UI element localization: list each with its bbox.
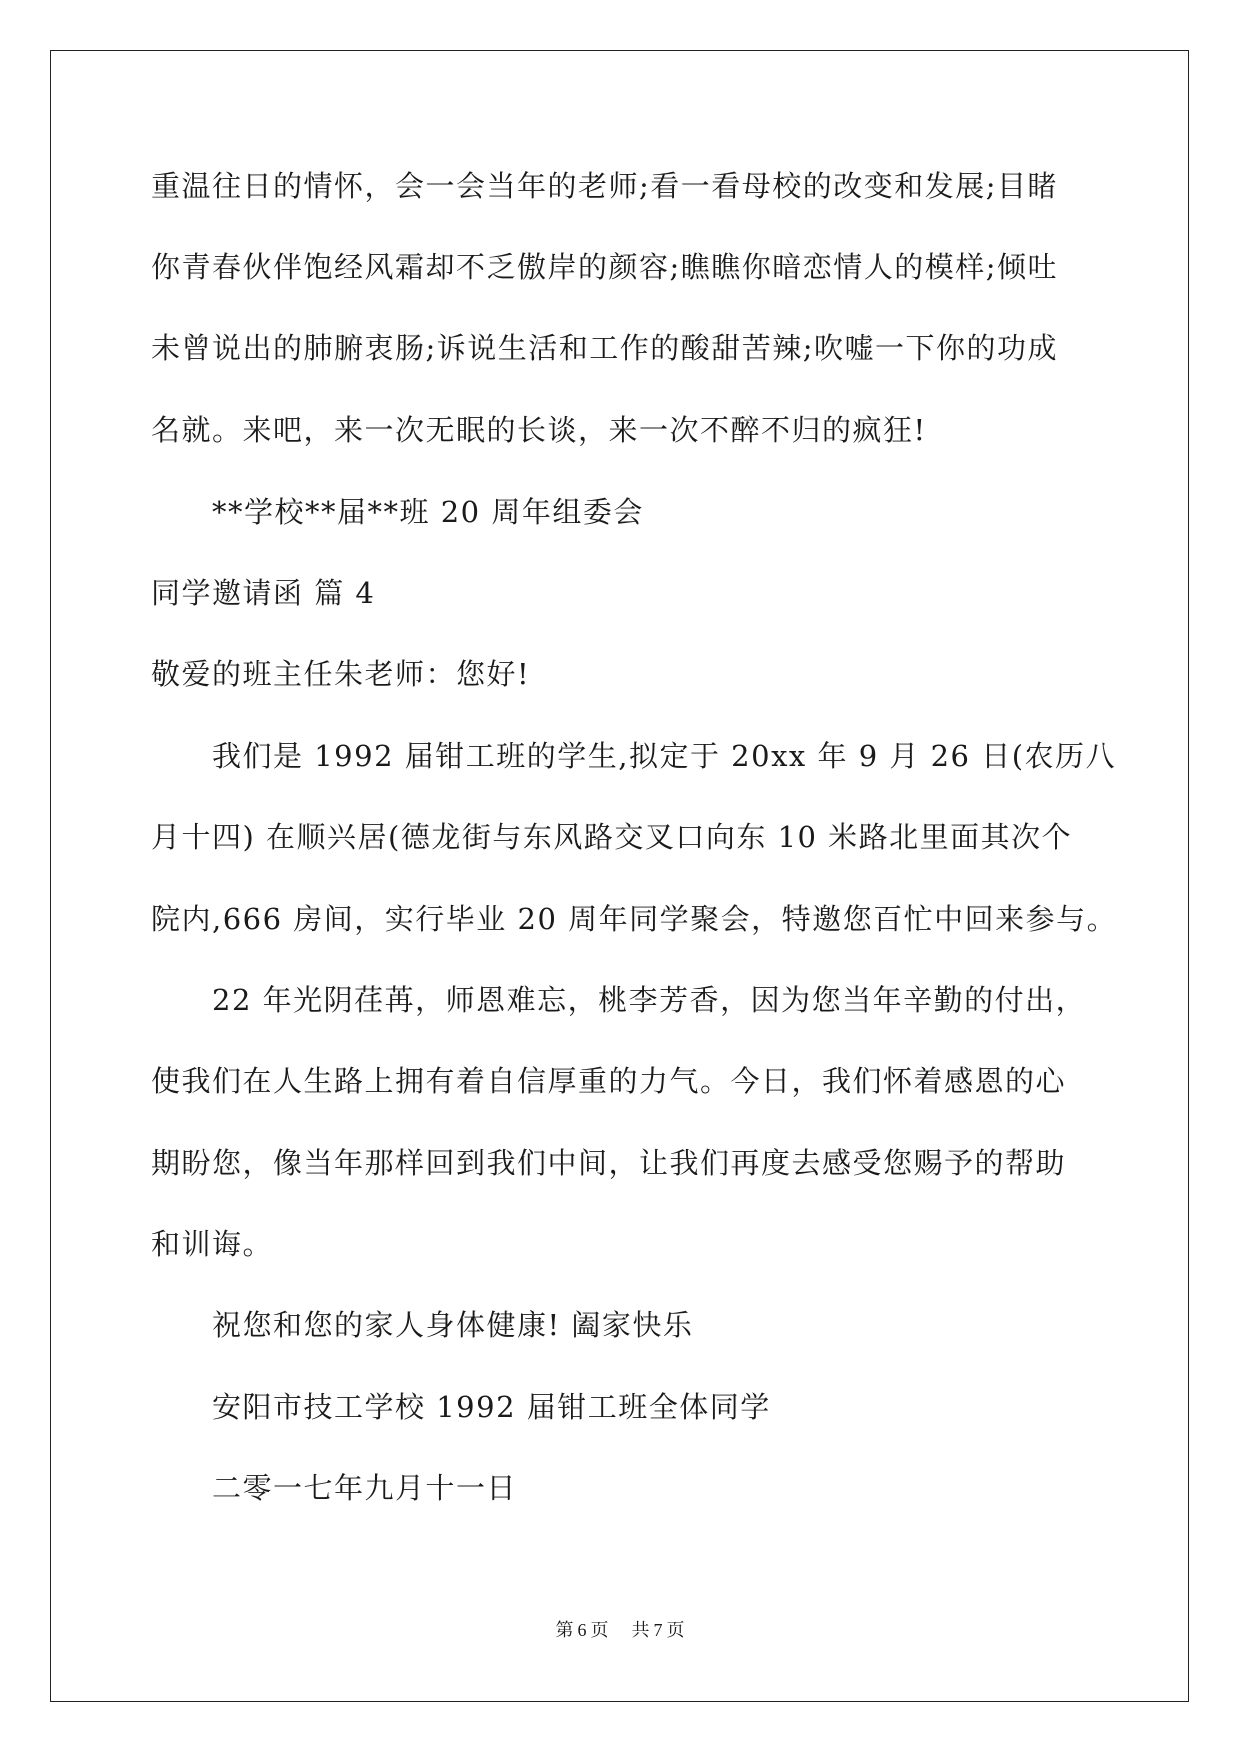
signature-committee: **学校**届**班 20 周年组委会 [212,495,644,529]
paragraph-line-10: 期盼您，像当年那样回到我们中间，让我们再度去感受您赐予的帮助 [151,1146,1067,1180]
total-pages: 7 [653,1620,664,1640]
paragraph-line-7: 院内,666 房间，实行毕业 20 周年同学聚会，特邀您百忙中回来参与。 [151,902,1118,936]
paragraph-line-9: 使我们在人生路上拥有着自信厚重的力气。今日，我们怀着感恩的心 [151,1064,1067,1098]
salutation: 敬爱的班主任朱老师：您好! [151,657,531,691]
total-prefix: 共 [631,1620,651,1641]
paragraph-line-4: 名就。来吧，来一次无眠的长谈，来一次不醉不归的疯狂! [151,413,927,447]
letter-date: 二零一七年九月十一日 [212,1471,518,1505]
paragraph-line-11: 和训诲。 [151,1227,274,1261]
page-number: 6 [577,1620,588,1640]
paragraph-line-5: 我们是 1992 届钳工班的学生,拟定于 20xx 年 9 月 26 日(农历八 [212,739,1117,773]
total-suffix: 页 [666,1620,686,1641]
section-heading: 同学邀请函 篇 4 [151,576,376,610]
page-prefix: 第 [555,1620,575,1641]
page-footer [0,1616,1241,1642]
signature-sender: 安阳市技工学校 1992 届钳工班全体同学 [212,1390,771,1424]
paragraph-line-8: 22 年光阴荏苒，师恩难忘，桃李芳香，因为您当年辛勤的付出， [212,983,1087,1017]
paragraph-line-2: 你青春伙伴饱经风霜却不乏傲岸的颜容;瞧瞧你暗恋情人的模样;倾吐 [151,250,1059,284]
page-suffix: 页 [590,1620,610,1641]
closing-wishes: 祝您和您的家人身体健康! 阖家快乐 [212,1308,694,1342]
page-border [50,50,1189,1702]
paragraph-line-1: 重温往日的情怀，会一会当年的老师;看一看母校的改变和发展;目睹 [151,169,1059,203]
paragraph-line-3: 未曾说出的肺腑衷肠;诉说生活和工作的酸甜苦辣;吹嘘一下你的功成 [151,331,1059,365]
paragraph-line-6: 月十四) 在顺兴居(德龙街与东风路交叉口向东 10 米路北里面其次个 [151,820,1073,854]
